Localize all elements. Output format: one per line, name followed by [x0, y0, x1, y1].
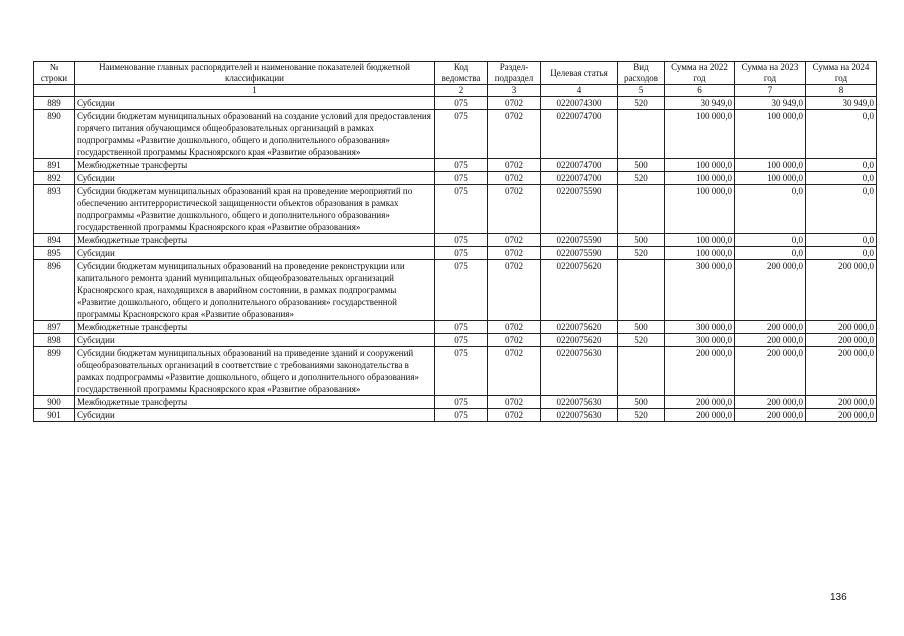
row-name: Субсидии: [75, 172, 435, 185]
row-sum-2022: 300 000,0: [665, 321, 735, 334]
row-name: Межбюджетные трансферты: [75, 159, 435, 172]
row-sum-2024: 30 949,0: [806, 97, 877, 110]
row-sum-2024: 0,0: [806, 159, 877, 172]
row-section: 0702: [488, 334, 541, 347]
column-number: 6: [665, 85, 735, 97]
column-number: 7: [735, 85, 806, 97]
header-sum-2023: Сумма на 2023 год: [735, 62, 806, 85]
header-row: [34, 62, 877, 85]
row-target-article: 0220075630: [541, 409, 618, 422]
row-department-code: 075: [435, 409, 488, 422]
row-expense-type: 500: [618, 321, 665, 334]
row-sum-2024: 0,0: [806, 185, 877, 234]
row-expense-type: 520: [618, 409, 665, 422]
row-number: 895: [34, 247, 75, 260]
row-target-article: 0220075590: [541, 185, 618, 234]
row-section: 0702: [488, 347, 541, 396]
table-row: [34, 172, 877, 185]
row-number: 900: [34, 396, 75, 409]
row-number: 894: [34, 234, 75, 247]
row-department-code: 075: [435, 396, 488, 409]
table-row: [34, 97, 877, 110]
row-sum-2023: 100 000,0: [735, 110, 806, 159]
row-sum-2022: 100 000,0: [665, 159, 735, 172]
row-sum-2023: 100 000,0: [735, 159, 806, 172]
header-expense-type: Вид расходов: [618, 62, 665, 85]
row-expense-type: 520: [618, 97, 665, 110]
row-section: 0702: [488, 247, 541, 260]
row-department-code: 075: [435, 110, 488, 159]
row-sum-2023: 0,0: [735, 247, 806, 260]
row-name: Межбюджетные трансферты: [75, 234, 435, 247]
row-expense-type: 500: [618, 396, 665, 409]
row-sum-2023: 200 000,0: [735, 334, 806, 347]
row-department-code: 075: [435, 334, 488, 347]
row-name: Субсидии бюджетам муниципальных образований на проведение реконструкции или капитального ремонта зданий муниципальных общеобразовательных организаций Красноярского края, находящихся в аварийном состоянии, в рамках подпрограммы «Развитие дошкольного, общего и дополнительного образования» государственной программы Красноярского края «Развитие образования»: [75, 260, 435, 321]
header-department-code: Код ведомства: [435, 62, 488, 85]
row-department-code: 075: [435, 97, 488, 110]
row-sum-2024: 0,0: [806, 172, 877, 185]
row-target-article: 0220075620: [541, 334, 618, 347]
table-row: [34, 247, 877, 260]
table-row: [34, 234, 877, 247]
row-section: 0702: [488, 260, 541, 321]
table-row: [34, 334, 877, 347]
row-sum-2023: 30 949,0: [735, 97, 806, 110]
row-expense-type: [618, 185, 665, 234]
header-sum-2022: Сумма на 2022 год: [665, 62, 735, 85]
row-sum-2023: 200 000,0: [735, 260, 806, 321]
row-number: 897: [34, 321, 75, 334]
budget-table: [33, 61, 877, 422]
row-number: 893: [34, 185, 75, 234]
table-row: [34, 110, 877, 159]
row-number: 889: [34, 97, 75, 110]
row-expense-type: 500: [618, 234, 665, 247]
row-sum-2024: 200 000,0: [806, 334, 877, 347]
row-name: Межбюджетные трансферты: [75, 396, 435, 409]
row-number: 896: [34, 260, 75, 321]
row-section: 0702: [488, 172, 541, 185]
row-department-code: 075: [435, 247, 488, 260]
row-sum-2024: 0,0: [806, 234, 877, 247]
row-name: Межбюджетные трансферты: [75, 321, 435, 334]
row-target-article: 0220074700: [541, 159, 618, 172]
row-name: Субсидии: [75, 409, 435, 422]
row-sum-2022: 200 000,0: [665, 409, 735, 422]
column-number: [34, 85, 75, 97]
row-section: 0702: [488, 97, 541, 110]
row-sum-2024: 200 000,0: [806, 321, 877, 334]
row-expense-type: [618, 347, 665, 396]
row-target-article: 0220074300: [541, 97, 618, 110]
page-number: 136: [830, 592, 847, 603]
row-section: 0702: [488, 110, 541, 159]
row-name: Субсидии бюджетам муниципальных образований края на проведение мероприятий по обеспечению антитеррористической защищенности объектов образования в рамках подпрограммы «Развитие дошкольного, общего и дополнительного образования» государственной программы Красноярского края «Развитие образования»: [75, 185, 435, 234]
row-department-code: 075: [435, 234, 488, 247]
table-row: [34, 159, 877, 172]
row-sum-2023: 200 000,0: [735, 347, 806, 396]
row-sum-2024: 200 000,0: [806, 409, 877, 422]
row-expense-type: [618, 110, 665, 159]
row-sum-2024: 0,0: [806, 247, 877, 260]
row-sum-2022: 100 000,0: [665, 234, 735, 247]
row-number: 890: [34, 110, 75, 159]
row-sum-2022: 100 000,0: [665, 185, 735, 234]
row-sum-2023: 200 000,0: [735, 321, 806, 334]
row-section: 0702: [488, 321, 541, 334]
table-row: [34, 260, 877, 321]
row-target-article: 0220075590: [541, 247, 618, 260]
row-number: 901: [34, 409, 75, 422]
column-number-row: [34, 85, 877, 97]
row-target-article: 0220075620: [541, 321, 618, 334]
row-section: 0702: [488, 234, 541, 247]
table-row: [34, 185, 877, 234]
row-department-code: 075: [435, 185, 488, 234]
row-target-article: 0220074700: [541, 110, 618, 159]
column-number: 3: [488, 85, 541, 97]
row-sum-2024: 200 000,0: [806, 260, 877, 321]
row-sum-2023: 0,0: [735, 185, 806, 234]
column-number: 4: [541, 85, 618, 97]
row-sum-2022: 200 000,0: [665, 347, 735, 396]
row-target-article: 0220075630: [541, 396, 618, 409]
row-expense-type: [618, 260, 665, 321]
row-sum-2024: 0,0: [806, 110, 877, 159]
header-section: Раздел-подраздел: [488, 62, 541, 85]
row-expense-type: 500: [618, 159, 665, 172]
row-target-article: 0220074700: [541, 172, 618, 185]
column-number: 8: [806, 85, 877, 97]
row-sum-2024: 200 000,0: [806, 347, 877, 396]
row-number: 899: [34, 347, 75, 396]
row-target-article: 0220075630: [541, 347, 618, 396]
row-name: Субсидии бюджетам муниципальных образований на приведение зданий и сооружений общеобразовательных организаций в соответствие с требованиями законодательства в рамках подпрограммы «Развитие дошкольного, общего и дополнительного образования» государственной программы Красноярского края «Развитие образования»: [75, 347, 435, 396]
row-sum-2023: 0,0: [735, 234, 806, 247]
row-number: 898: [34, 334, 75, 347]
column-number: 1: [75, 85, 435, 97]
row-sum-2022: 100 000,0: [665, 172, 735, 185]
row-sum-2024: 200 000,0: [806, 396, 877, 409]
header-target-article: Целевая статья: [541, 62, 618, 85]
row-sum-2022: 200 000,0: [665, 396, 735, 409]
row-expense-type: 520: [618, 172, 665, 185]
row-name: Субсидии бюджетам муниципальных образований на создание условий для предоставления горячего питания обучающимся общеобразовательных организаций в рамках подпрограммы «Развитие дошкольного, общего и дополнительного образования» государственной программы Красноярского края «Развитие образования»: [75, 110, 435, 159]
row-sum-2023: 200 000,0: [735, 409, 806, 422]
row-name: Субсидии: [75, 334, 435, 347]
row-section: 0702: [488, 159, 541, 172]
row-name: Субсидии: [75, 247, 435, 260]
row-expense-type: 520: [618, 334, 665, 347]
row-department-code: 075: [435, 172, 488, 185]
row-target-article: 0220075620: [541, 260, 618, 321]
row-section: 0702: [488, 409, 541, 422]
table-row: [34, 321, 877, 334]
row-target-article: 0220075590: [541, 234, 618, 247]
row-department-code: 075: [435, 321, 488, 334]
row-sum-2022: 100 000,0: [665, 247, 735, 260]
row-department-code: 075: [435, 260, 488, 321]
row-sum-2023: 100 000,0: [735, 172, 806, 185]
table-row: [34, 347, 877, 396]
header-row-number: № строки: [34, 62, 75, 85]
row-number: 892: [34, 172, 75, 185]
row-name: Субсидии: [75, 97, 435, 110]
row-sum-2022: 300 000,0: [665, 260, 735, 321]
table-row: [34, 396, 877, 409]
row-sum-2022: 300 000,0: [665, 334, 735, 347]
row-department-code: 075: [435, 347, 488, 396]
row-sum-2023: 200 000,0: [735, 396, 806, 409]
table-row: [34, 409, 877, 422]
header-name: Наименование главных распорядителей и наименование показателей бюджетной классификации: [75, 62, 435, 85]
row-sum-2022: 30 949,0: [665, 97, 735, 110]
column-number: 2: [435, 85, 488, 97]
row-expense-type: 520: [618, 247, 665, 260]
row-section: 0702: [488, 185, 541, 234]
row-sum-2022: 100 000,0: [665, 110, 735, 159]
row-section: 0702: [488, 396, 541, 409]
header-sum-2024: Сумма на 2024 год: [806, 62, 877, 85]
row-number: 891: [34, 159, 75, 172]
row-department-code: 075: [435, 159, 488, 172]
column-number: 5: [618, 85, 665, 97]
